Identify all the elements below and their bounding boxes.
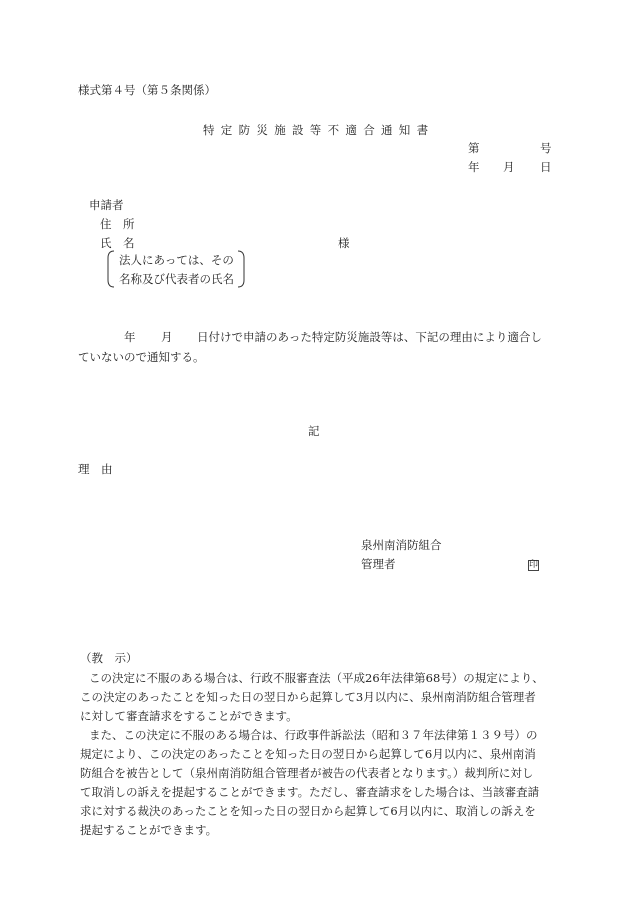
number-prefix: 第 [468,141,480,155]
notice-line: 規定により、この決定のあったことを知った日の翌日から起算して6月以内に、泉州南消 [80,747,536,761]
notice-line: に対して審査請求をすることができます。 [80,709,298,723]
seal-mark: 印 [529,560,539,570]
notice-line: 提起することができます。 [80,823,218,837]
notice-line: て取消しの訴えを提起することができます。ただし、審査請求をした場合は、当該審査請 [80,785,540,799]
ki-mark: 記 [308,424,320,438]
date-year: 年 [468,160,480,174]
applicant-heading: 申請者 [89,198,124,212]
body-line1: 日付けで申請のあった特定防災施設等は、下記の理由により適合し [197,330,542,344]
body-year: 年 [124,330,136,344]
corp-note-line2: 名称及び代表者の氏名 [119,272,234,286]
notice-line: この決定に不服のある場合は、行政不服審査法（平成26年法律第68号）の規定により、 [89,671,544,685]
corporate-note [106,250,246,288]
form-number: 様式第４号（第５条関係） [78,83,216,97]
body-month: 月 [161,330,173,344]
issuer-organization: 泉州南消防組合 [361,538,442,552]
corp-note-line1: 法人にあっては、その [119,253,234,267]
body-line2: ていないので通知する。 [78,350,205,364]
name-label: 氏 名 [100,236,135,250]
issuer-manager-label: 管理者 [361,557,396,571]
notice-heading: （教 示） [80,651,138,665]
number-suffix: 号 [540,141,552,155]
honorific: 様 [338,236,350,250]
reason-label: 理 由 [78,462,113,476]
notice-line: 防組合を被告として（泉州南消防組合管理者が被告の代表者となります。）裁判所に対し [80,766,534,780]
notice-line: この決定のあったことを知った日の翌日から起算して3月以内に、泉州南消防組合管理者 [80,690,536,704]
date-month: 月 [503,160,515,174]
address-label: 住 所 [100,217,135,231]
notice-line: また、この決定に不服のある場合は、行政事件訴訟法（昭和３７年法律第１３９号）の [89,728,538,742]
notice-line: 求に対する裁決のあったことを知った日の翌日から起算して6月以内に、取消しの訴えを [80,804,536,818]
date-day: 日 [540,160,552,174]
document-title: 特定防災施設等不適合通知書 [203,123,435,137]
